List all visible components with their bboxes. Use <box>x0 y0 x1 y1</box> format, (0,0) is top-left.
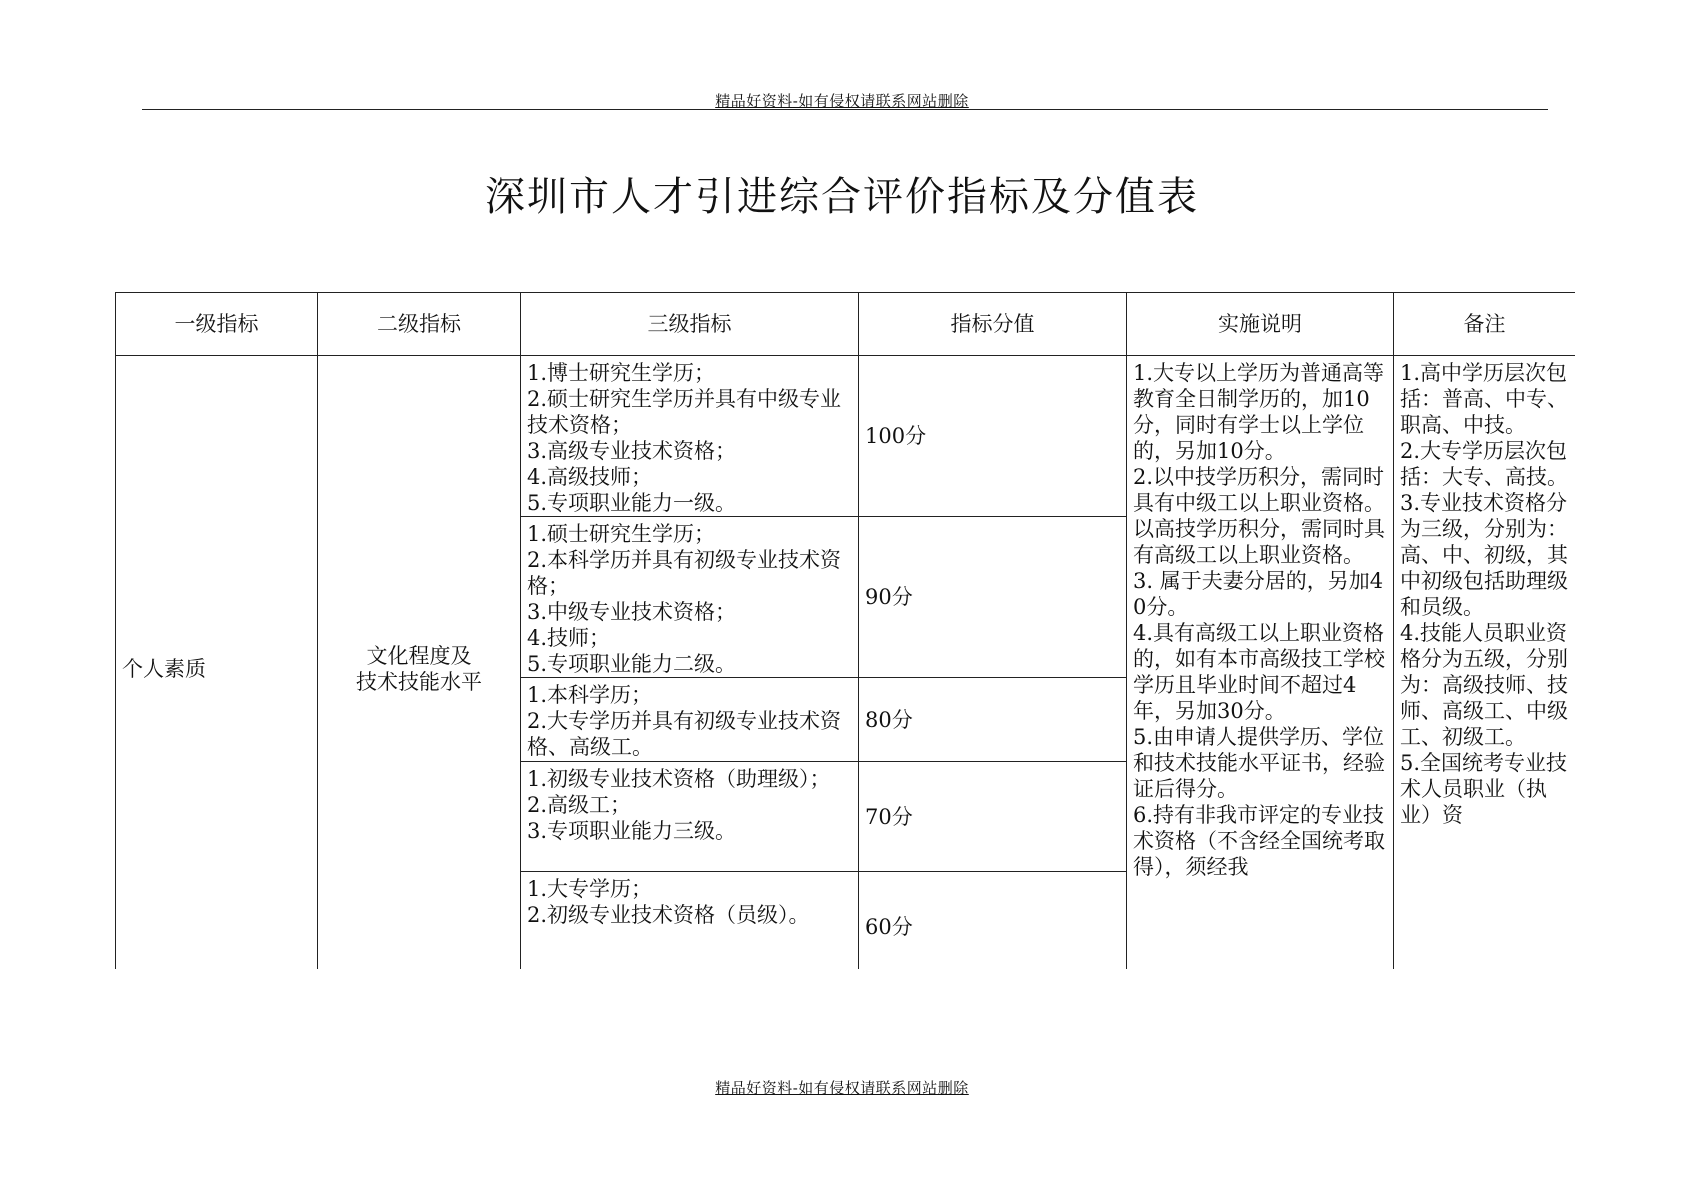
criteria-cell: 1.初级专业技术资格（助理级）； 2.高级工； 3.专项职业能力三级。 <box>521 762 859 872</box>
header-rule <box>142 109 1548 110</box>
score-table-container <box>115 292 1575 969</box>
header-level2: 二级指标 <box>318 293 521 356</box>
remarks-cell: 1.高中学历层次包括：普高、中专、职高、中技。 2.大专学历层次包括：大专、高技。 3.专业技术资格分为三级，分别为：高、中、初级，其中初级包括助理级和员级。 4.技能人员职业资格分为五级，分别为：高级技师、技师、高级工、中级工、初级工。 5.全国统考专业技术人员职业（执业）资 <box>1394 356 1576 970</box>
header-remarks: 备注 <box>1394 293 1576 356</box>
level2-cell: 文化程度及 技术技能水平 <box>318 356 521 970</box>
level1-cell: 个人素质 <box>116 356 318 970</box>
score-cell: 60分 <box>859 872 1127 970</box>
criteria-cell: 1.博士研究生学历； 2.硕士研究生学历并具有中级专业技术资格； 3.高级专业技术资格； 4.高级技师； 5.专项职业能力一级。 <box>521 356 859 517</box>
header-score: 指标分值 <box>859 293 1127 356</box>
criteria-cell: 1.本科学历； 2.大专学历并具有初级专业技术资格、高级工。 <box>521 678 859 762</box>
criteria-cell: 1.硕士研究生学历； 2.本科学历并具有初级专业技术资格； 3.中级专业技术资格； 4.技师； 5.专项职业能力二级。 <box>521 517 859 678</box>
header-note: 精品好资料-如有侵权请联系网站删除 <box>715 92 969 110</box>
score-cell: 70分 <box>859 762 1127 872</box>
table-header-row <box>116 293 1576 356</box>
implementation-cell: 1.大专以上学历为普通高等教育全日制学历的，加10分，同时有学士以上学位的，另加10分。 2.以中技学历积分，需同时具有中级工以上职业资格。以高技学历积分，需同时具有高级工以上职业资格。 3. 属于夫妻分居的，另加40分。 4.具有高级工以上职业资格的，如有本市高级技工学校学历且毕业时间不超过4年，另加30分。 5.由申请人提供学历、学位和技术技能水平证书，经验证后得分。 6.持有非我市评定的专业技术资格（不含经全国统考取得），须经我 <box>1127 356 1394 970</box>
page-title: 深圳市人才引进综合评价指标及分值表 <box>485 174 1199 220</box>
table-row <box>116 356 1576 517</box>
score-cell: 80分 <box>859 678 1127 762</box>
header-implementation: 实施说明 <box>1127 293 1394 356</box>
header-level1: 一级指标 <box>116 293 318 356</box>
header-level3: 三级指标 <box>521 293 859 356</box>
score-cell: 100分 <box>859 356 1127 517</box>
criteria-cell: 1.大专学历； 2.初级专业技术资格（员级）。 <box>521 872 859 970</box>
score-cell: 90分 <box>859 517 1127 678</box>
score-table <box>115 292 1575 969</box>
footer-note: 精品好资料-如有侵权请联系网站删除 <box>715 1079 969 1097</box>
